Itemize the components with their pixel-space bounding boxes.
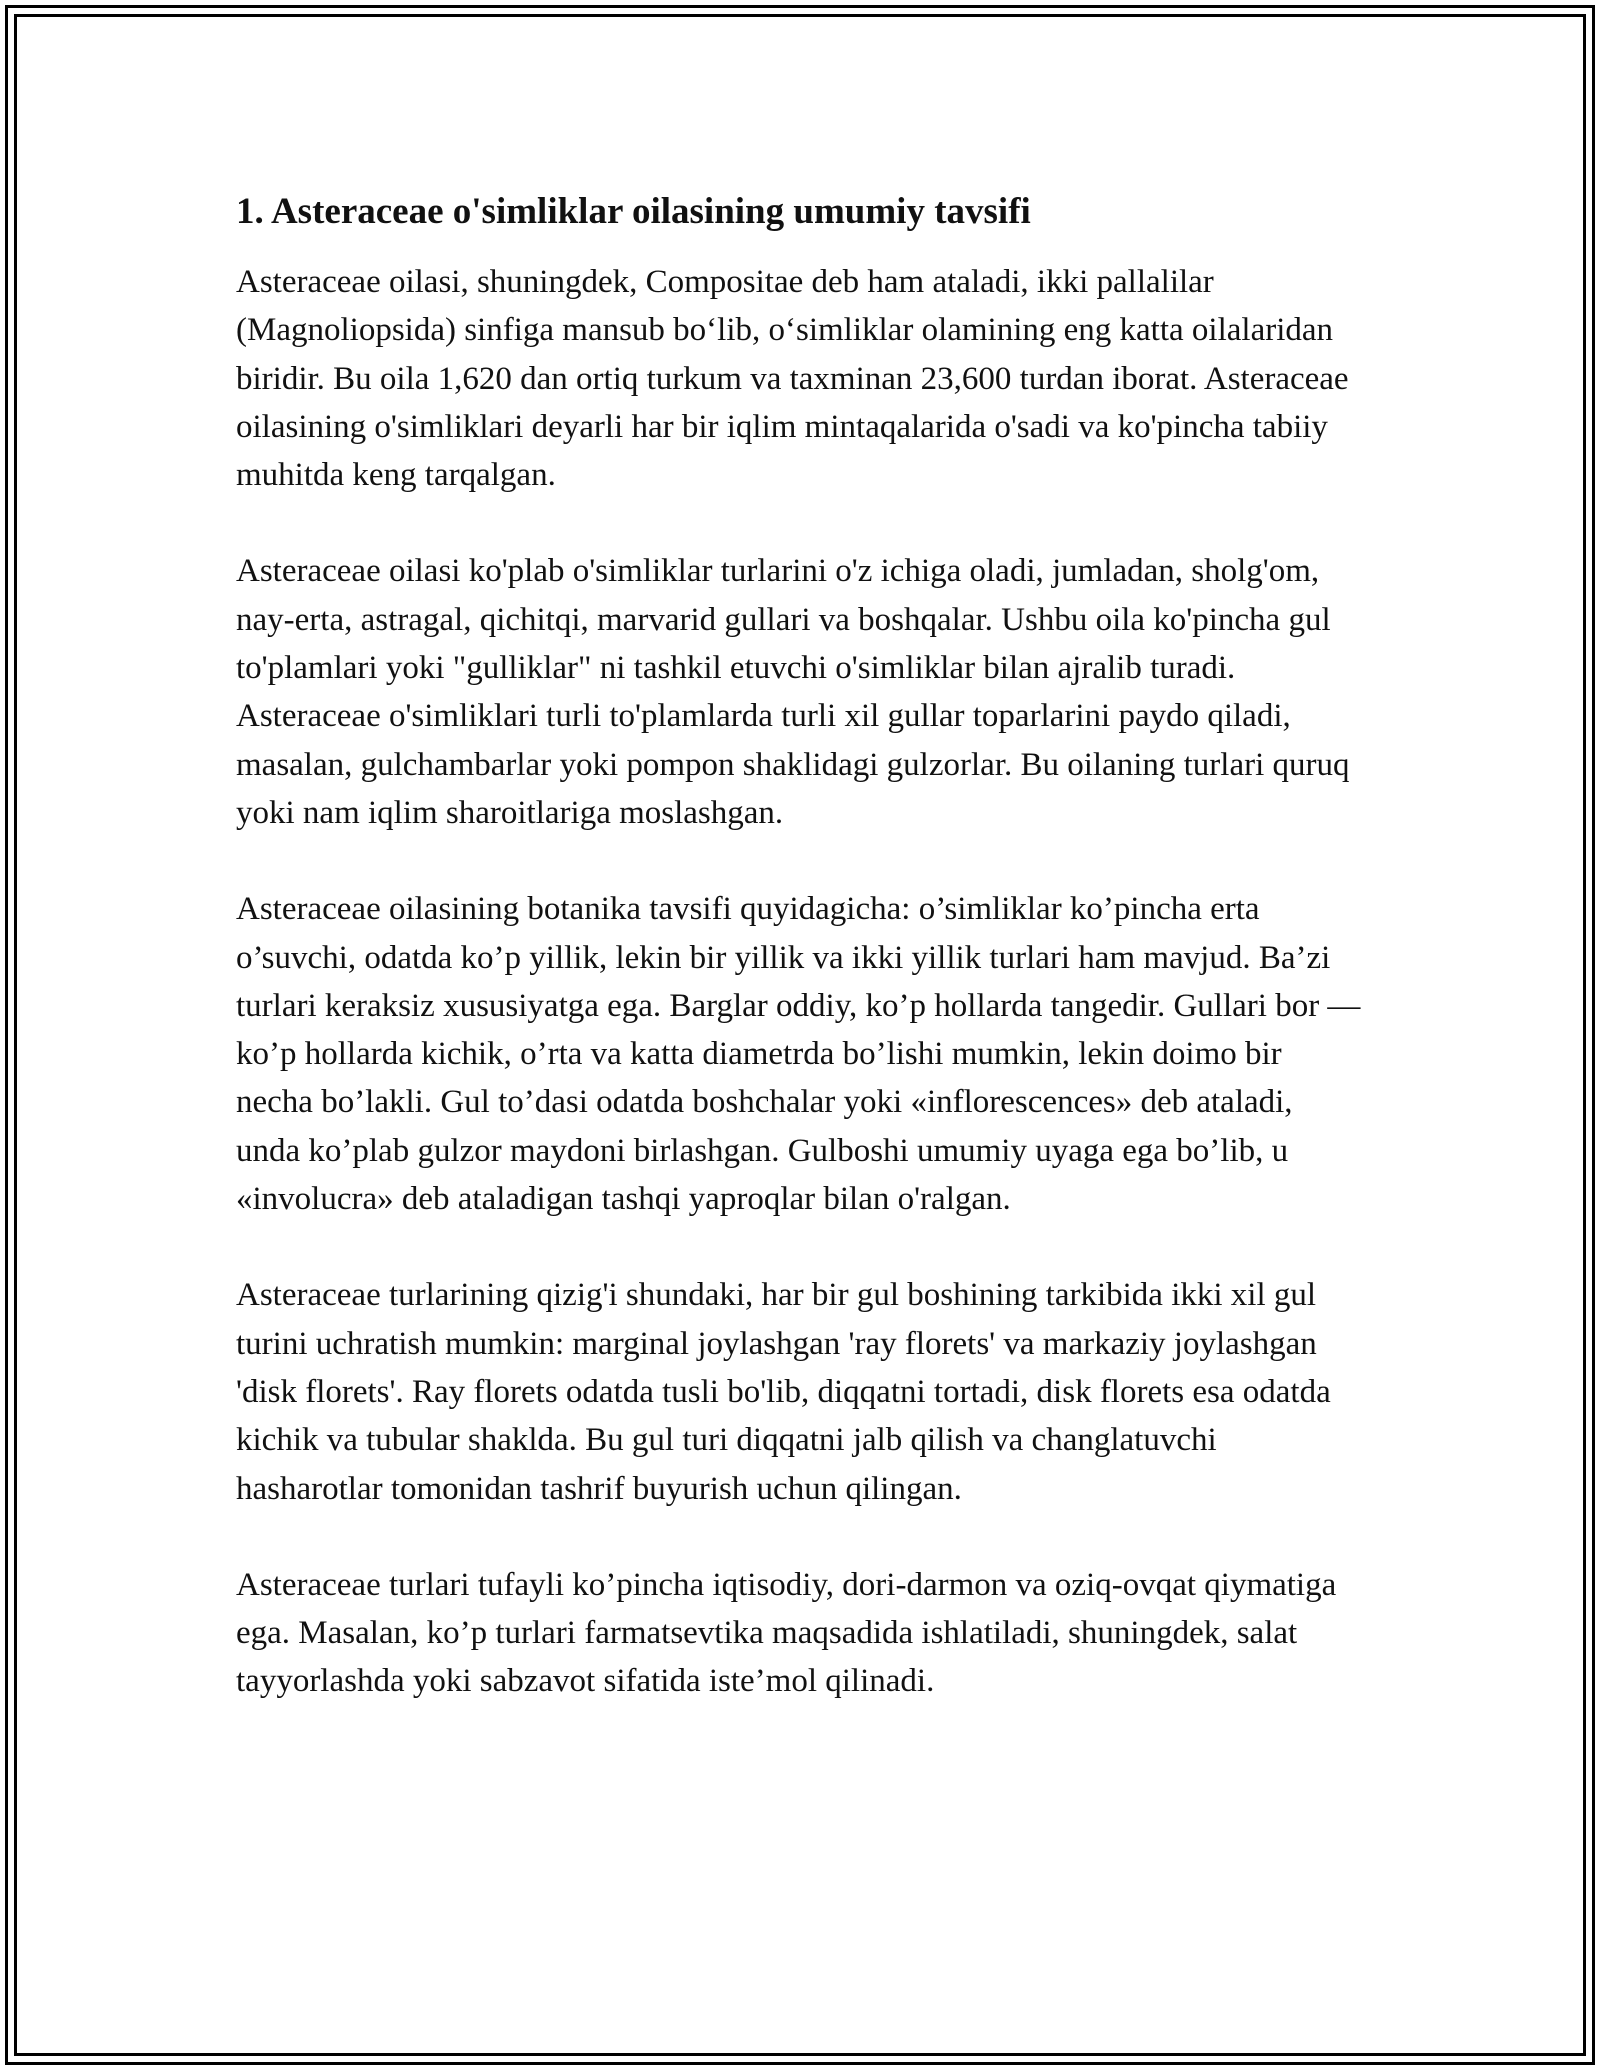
paragraph-1: Asteraceae oilasi, shuningdek, Compositae deb ham ataladi, ikki pallalilar (Magnoliopsida) sinfiga mansub bo‘lib, o‘simliklar olamining eng katta oilalaridan biridir. Bu oila 1,620 dan ortiq turkum va taxminan 23,600 turdan iborat. Asteraceae oilasining o'simliklari deyarli har bir iqlim mintaqalarida o'sadi va ko'pincha tabiiy muhitda keng tarqalgan. [236,264,1349,494]
paragraph-4: Asteraceae turlarining qizig'i shundaki, har bir gul boshining tarkibida ikki xil gul turini uchratish mumkin: marginal joylashgan 'ray florets' va markaziy joylashgan 'disk florets'. Ray florets odatda tusli bo'lib, diqqatni tortadi, disk florets esa odatda kichik va tubular shaklda. Bu gul turi diqqatni jalb qilish va changlatuvchi hasharotlar tomonidan tashrif buyurish uchun qilingan. [236,1277,1331,1507]
section-title: 1. Asteraceae o'simliklar oilasining umumiy tavsifi [236,191,1031,232]
document-body [236,188,1364,1754]
paragraph-3: Asteraceae oilasining botanika tavsifi quyidagicha: o’simliklar ko’pincha erta o’suvchi, odatda ko’p yillik, lekin bir yillik va ikki yillik turlari ham mavjud. Ba’zi turlari keraksiz xususiyatga ega. Barglar oddiy, ko’p hollarda tangedir. Gullari bor — ko’p hollarda kichik, o’rta va katta diametrda bo’lishi mumkin, lekin doimo bir necha bo’lakli. Gul to’dasi odatda boshchalar yoki «inflorescences» deb ataladi, unda ko’plab gulzor maydoni birlashgan. Gulboshi umumiy uyaga ega bo’lib, u «involucra» deb ataladigan tashqi yaproqlar bilan o'ralgan. [236,891,1361,1218]
paragraph-2: Asteraceae oilasi ko'plab o'simliklar turlarini o'z ichiga oladi, jumladan, sholg'om, nay-erta, astragal, qichitqi, marvarid gullari va boshqalar. Ushbu oila ko'pincha gul to'plamlari yoki "gulliklar" ni tashkil etuvchi o'simliklar bilan ajralib turadi. Asteraceae o'simliklari turli to'plamlarda turli xil gullar toparlarini paydo qiladi, masalan, gulchambarlar yoki pompon shaklidagi gulzorlar. Bu oilaning turlari quruq yoki nam iqlim sharoitlariga moslashgan. [236,553,1350,831]
paragraph-5: Asteraceae turlari tufayli ko’pincha iqtisodiy, dori-darmon va oziq-ovqat qiymatiga ega. Masalan, ko’p turlari farmatsevtika maqsadida ishlatiladi, shuningdek, salat tayyorlashda yoki sabzavot sifatida iste’mol qilinadi. [236,1566,1337,1700]
